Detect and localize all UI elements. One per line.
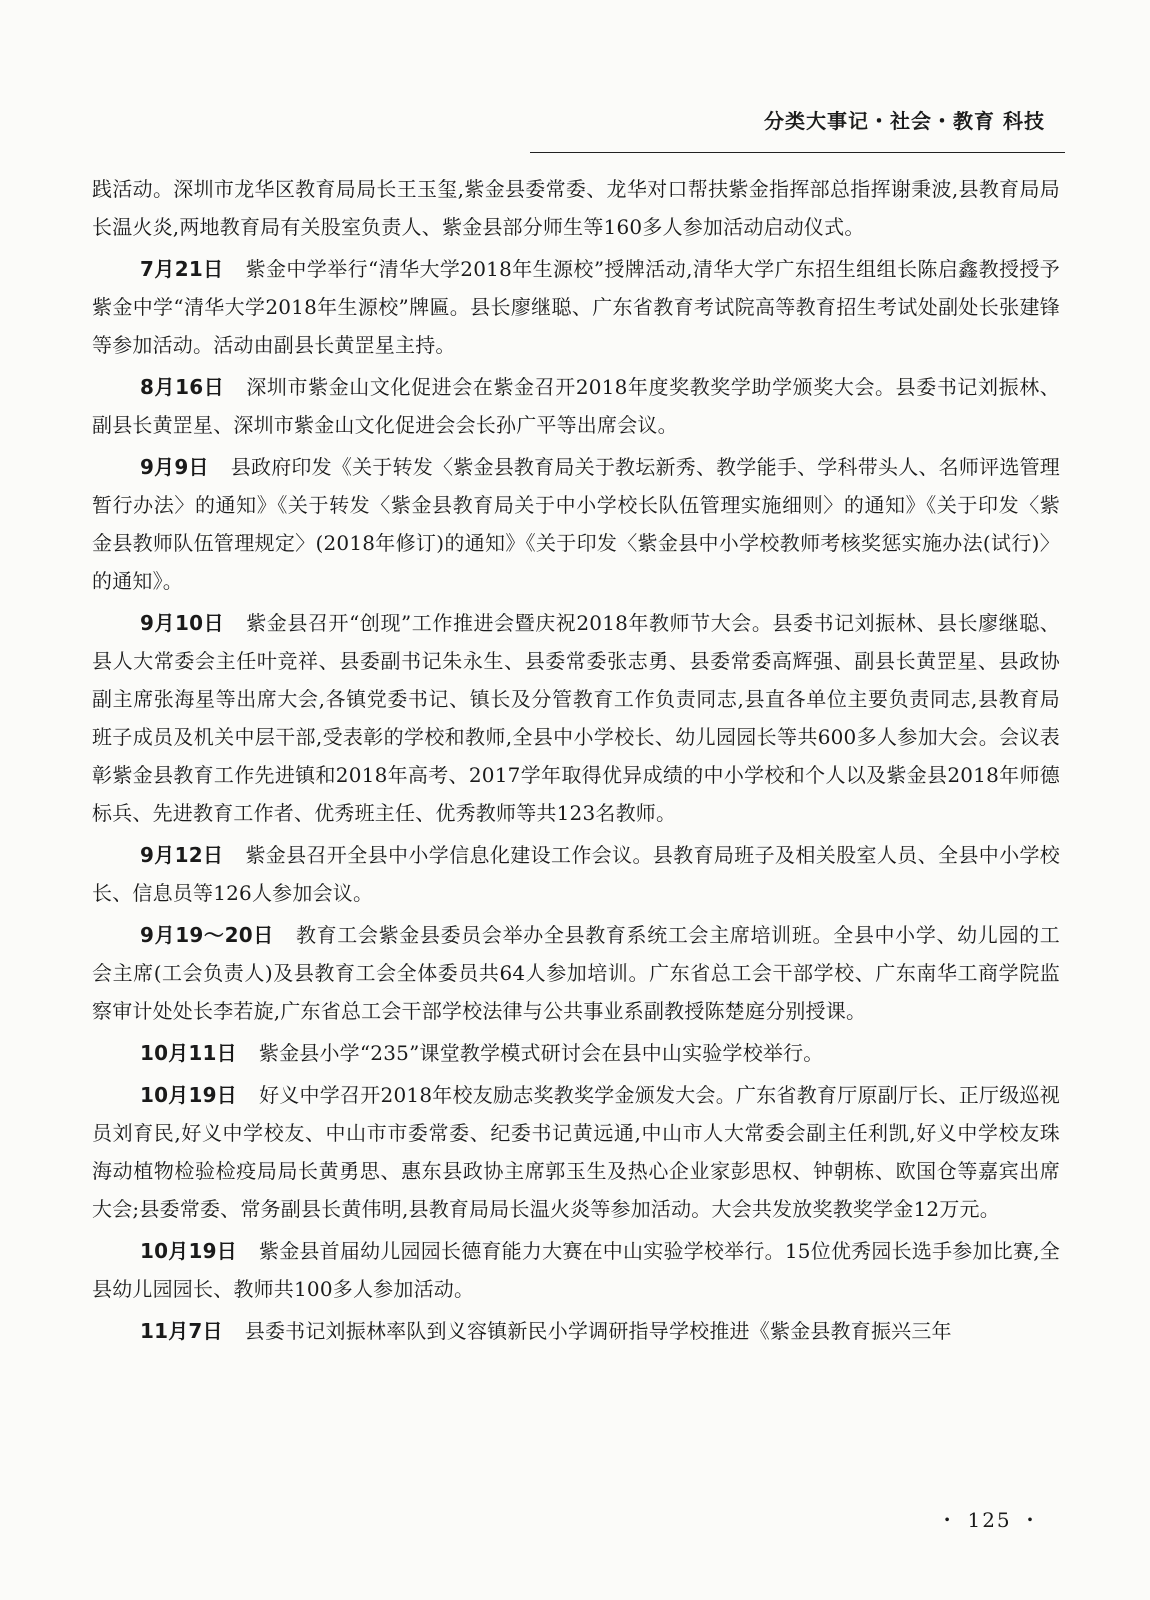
entry-text: 紫金县小学“235”课堂教学模式研讨会在县中山实验学校举行。 — [258, 1041, 824, 1065]
chronicle-entry — [92, 1076, 1060, 1228]
entry-text: 紫金县召开“创现”工作推进会暨庆祝2018年教师节大会。县委书记刘振林、县长廖继聪、县人大常委会主任叶竞祥、县委副书记朱永生、县委常委张志勇、县委常委高辉强、副县长黄罡星、县政协副主席张海星等出席大会,各镇党委书记、镇长及分管教育工作负责同志,县直各单位主要负责同志,县教育局班子成员及机关中层干部,受表彰的学校和教师,全县中小学校长、幼儿园园长等共600多人参加大会。会议表彰紫金县教育工作先进镇和2018年高考、2017学年取得优异成绩的中小学校和个人以及紫金县2018年师德标兵、先进教育工作者、优秀班主任、优秀教师等共123名教师。 — [92, 611, 1061, 825]
entry-date: 9月9日 — [140, 455, 209, 479]
header-title: 分类大事记・社会・教育 科技 — [764, 109, 1045, 133]
chronicle-entry — [92, 250, 1060, 364]
header-rule — [530, 152, 1065, 153]
chronicle-entry — [92, 836, 1060, 912]
entry-text: 紫金县首届幼儿园园长德育能力大赛在中山实验学校举行。15位优秀园长选手参加比赛,全县幼儿园园长、教师共100多人参加活动。 — [92, 1239, 1060, 1301]
paragraph-continued — [92, 170, 1060, 246]
entry-date: 7月21日 — [140, 257, 224, 281]
chronicle-entry — [92, 448, 1060, 600]
entry-text: 教育工会紫金县委员会举办全县教育系统工会主席培训班。全县中小学、幼儿园的工会主席(工会负责人)及县教育工会全体委员共64人参加培训。广东省总工会干部学校、广东南华工商学院监察审计处处长李若旋,广东省总工会干部学校法律与公共事业系副教授陈楚庭分别授课。 — [92, 923, 1060, 1023]
entry-date: 10月19日 — [140, 1239, 237, 1263]
entry-date: 9月19～20日 — [140, 923, 274, 947]
entry-date: 8月16日 — [140, 375, 225, 399]
entry-date: 10月19日 — [140, 1083, 238, 1107]
chronicle-entry — [92, 1034, 1060, 1072]
paragraph-text: 践活动。深圳市龙华区教育局局长王玉玺,紫金县委常委、龙华对口帮扶紫金指挥部总指挥谢秉波,县教育局局长温火炎,两地教育局有关股室负责人、紫金县部分师生等160多人参加活动启动仪式。 — [92, 177, 1060, 239]
chronicle-entry — [92, 1312, 1060, 1350]
chronicle-entry — [92, 1232, 1060, 1308]
entry-date: 10月11日 — [140, 1041, 237, 1065]
chronicle-entry — [92, 368, 1060, 444]
document-body — [92, 170, 1060, 1354]
entry-text: 好义中学召开2018年校友励志奖教奖学金颁发大会。广东省教育厅原副厅长、正厅级巡视员刘育民,好义中学校友、中山市市委常委、纪委书记黄远通,中山市人大常委会副主任利凯,好义中学校友珠海动植物检验检疫局局长黄勇思、惠东县政协主席郭玉生及热心企业家彭思权、钟朝栋、欧国仓等嘉宾出席大会;县委常委、常务副县长黄伟明,县教育局局长温火炎等参加活动。大会共发放奖教奖学金12万元。 — [92, 1083, 1060, 1221]
entry-date: 9月12日 — [140, 843, 224, 867]
chronicle-entry — [92, 604, 1060, 832]
entry-date: 11月7日 — [140, 1319, 223, 1343]
running-header — [530, 95, 1065, 153]
entry-text: 深圳市紫金山文化促进会在紫金召开2018年度奖教奖学助学颁奖大会。县委书记刘振林、副县长黄罡星、深圳市紫金山文化促进会会长孙广平等出席会议。 — [92, 375, 1060, 437]
entry-text: 县委书记刘振林率队到义容镇新民小学调研指导学校推进《紫金县教育振兴三年 — [244, 1319, 952, 1343]
entry-text: 紫金县召开全县中小学信息化建设工作会议。县教育局班子及相关股室人员、全县中小学校长、信息员等126人参加会议。 — [92, 843, 1061, 905]
entry-date: 9月10日 — [140, 611, 225, 635]
page-number: ・ 125 ・ — [937, 1508, 1042, 1532]
entry-text: 紫金中学举行“清华大学2018年生源校”授牌活动,清华大学广东招生组组长陈启鑫教授授予紫金中学“清华大学2018年生源校”牌匾。县长廖继聪、广东省教育考试院高等教育招生考试处副处长张建锋等参加活动。活动由副县长黄罡星主持。 — [92, 257, 1061, 357]
entry-text: 县政府印发《关于转发〈紫金县教育局关于教坛新秀、教学能手、学科带头人、名师评选管理暂行办法〉的通知》《关于转发〈紫金县教育局关于中小学校长队伍管理实施细则〉的通知》《关于印发〈紫金县教师队伍管理规定〉(2018年修订)的通知》《关于印发〈紫金县中小学校教师考核奖惩实施办法(试行)〉的通知》。 — [92, 455, 1061, 593]
chronicle-entry — [92, 916, 1060, 1030]
